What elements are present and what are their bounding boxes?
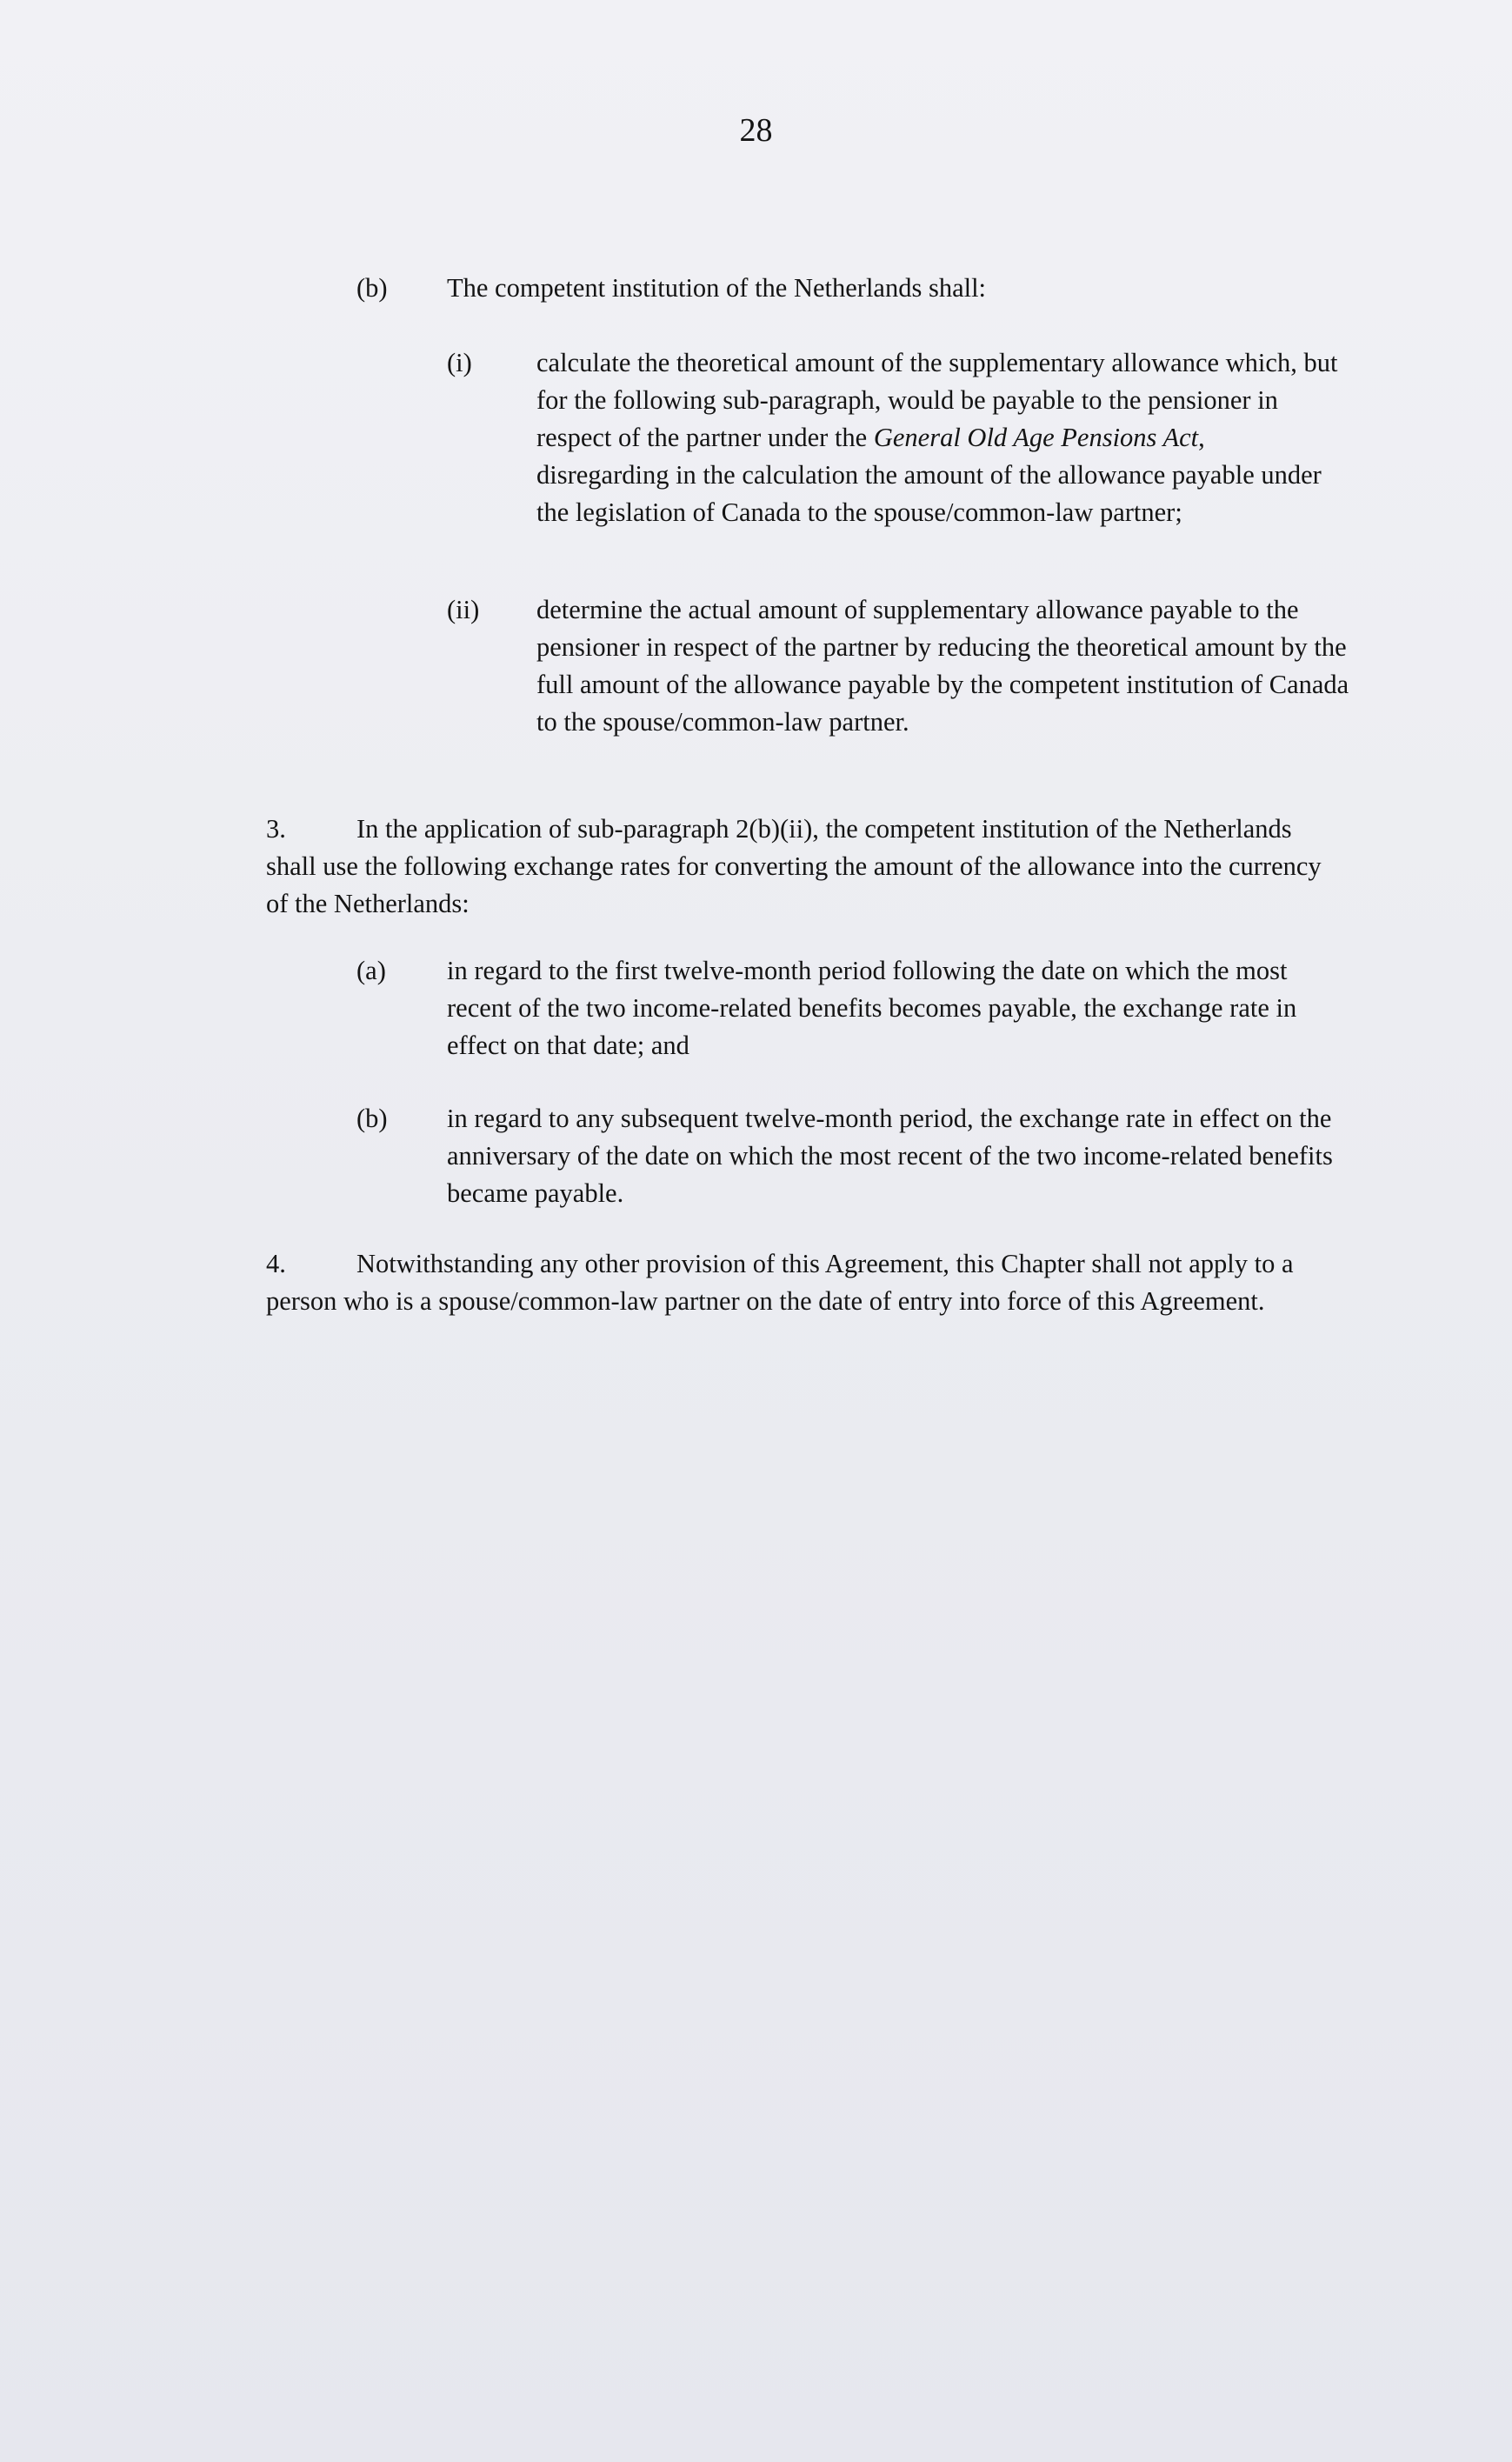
item-text-3b: in regard to any subsequent twelve-month period, the exchange rate in effect on the anniversary of the date on which the most recent of the two income-related benefits became payable. [447, 1104, 1333, 1208]
act-name: General Old Age Pensions Act [873, 423, 1199, 452]
item-text-3a: in regard to the first twelve-month period following the date on which the most recent of the two income-related benefits becomes payable, the exchange rate in effect on that date; and [447, 956, 1297, 1060]
paragraph-3 [266, 811, 1335, 923]
paragraph-3-text: In the application of sub-paragraph 2(b)(ii), the competent institution of the Netherlands shall use the following exchange rates for converting the amount of the allowance into the currency of the Netherlands: [266, 814, 1322, 918]
item-text-i-before: calculate the theoretical amount of the supplementary allowance which, but for the following sub-paragraph, would be payable to the pensioner in respect of the partner under the [536, 348, 1338, 452]
paragraph-4-text: Notwithstanding any other provision of this Agreement, this Chapter shall not apply to a person who is a spouse/common-law partner on the date of entry into force of this Agreement. [266, 1249, 1294, 1316]
page-number: 28 [739, 112, 773, 149]
item-label-3b: (b) [356, 1104, 388, 1133]
subparagraph-intro: The competent institution of the Netherlands shall: [447, 273, 987, 303]
item-label-ii: (ii) [447, 595, 480, 624]
paragraph-4 [266, 1245, 1340, 1320]
item-label-i: (i) [447, 348, 472, 377]
item-label-3a: (a) [356, 956, 386, 985]
subparagraph-label-b: (b) [356, 273, 388, 303]
item-text-i-after: , disregarding in the calculation the amount of the allowance payable under the legislation of Canada to the spouse/common-law partner; [536, 423, 1322, 527]
paragraph-3-number: 3. [266, 814, 286, 844]
item-text-i [536, 344, 1341, 531]
item-text-ii: determine the actual amount of supplementary allowance payable to the pensioner in respect of the partner by reducing the theoretical amount by the full amount of the allowance payable by the competent institution of Canada to the spouse/common-law partner. [536, 595, 1349, 737]
paragraph-4-number: 4. [266, 1249, 286, 1278]
